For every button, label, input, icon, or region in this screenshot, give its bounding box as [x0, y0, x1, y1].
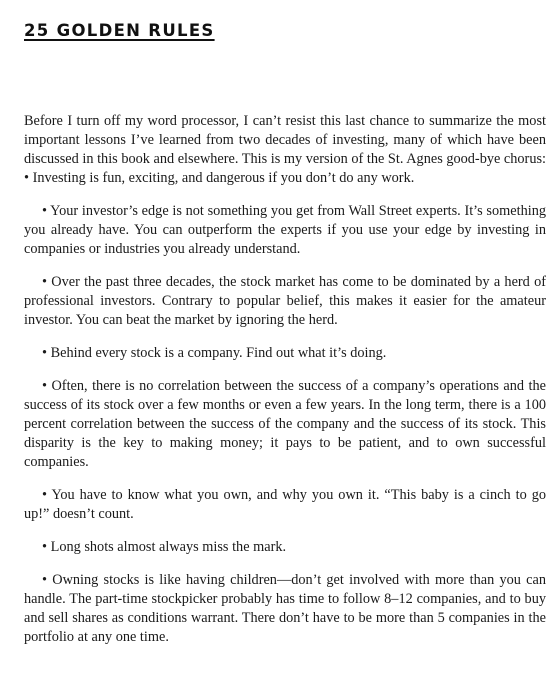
rule-paragraph: • Behind every stock is a company. Find out what it’s doing.: [42, 345, 387, 361]
rule-paragraph: • Long shots almost always miss the mark.: [42, 539, 287, 555]
rule-paragraph: • You have to know what you own, and why you own it. “This baby is a cinch to go up!” doesn’t count.: [24, 487, 546, 522]
intro-paragraph: Before I turn off my word processor, I can’t resist this last chance to summarize the most important lessons I’ve learned from two decades of investing, many of which have been discussed in this book and elsewhere. This is my version of the St. Agnes good-bye chorus: • Investing is fun, exciting, and dangerous if you don’t do any work.: [24, 113, 546, 186]
page-title: 25 GOLDEN RULES: [24, 21, 215, 40]
rule-paragraph: • Often, there is no correlation between the success of a company’s operations and the success of its stock over a few months or even a few years. In the long term, there is a 100 percent correlation between the success of the company and the success of its stock. This disparity is the key to making money; it pays to be patient, and to own successful companies.: [24, 378, 546, 470]
document-page: [24, 20, 546, 645]
document-body: [24, 112, 546, 661]
rule-paragraph: • Over the past three decades, the stock market has come to be dominated by a herd of professional investors. Contrary to popular belief, this makes it easier for the amateur investor. You can beat the market by ignoring the herd.: [24, 274, 546, 328]
rule-paragraph: • Your investor’s edge is not something you get from Wall Street experts. It’s something you already have. You can outperform the experts if you use your edge by investing in companies or industries you already understand.: [24, 203, 546, 257]
rule-paragraph: • Owning stocks is like having children—don’t get involved with more than you can handle. The part-time stockpicker probably has time to follow 8–12 companies, and to buy and sell shares as conditions warrant. There don’t have to be more than 5 companies in the portfolio at any one time.: [24, 572, 546, 645]
